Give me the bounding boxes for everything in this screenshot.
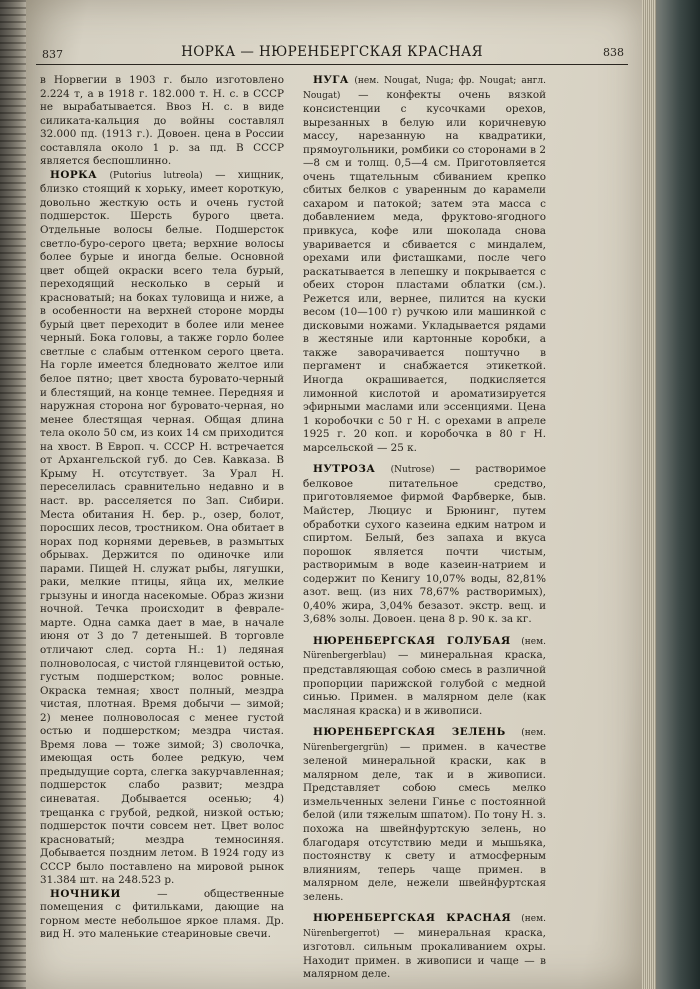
headword-nochniki: НОЧНИКИ xyxy=(50,887,121,900)
etymology-golubaya: (нем. Nürenbergerblau) xyxy=(303,636,546,662)
right-page-stack xyxy=(642,0,656,989)
headword-zelen: НЮРЕНБЕРГСКАЯ ЗЕЛЕНЬ xyxy=(313,726,506,739)
headword-golubaya: НЮРЕНБЕРГСКАЯ ГОЛУБАЯ xyxy=(313,634,511,647)
headword-nutroza: НУТРОЗА xyxy=(313,463,376,476)
body-nuga: — конфекты очень вязкой консистенции с кусочками орехов, вырезанных в белую или коричневую массу, нарезанную на квадратики, прямоугольники, ромбики со сторонами в 2—8 см и толщ. 0,5—4 см. Приготовляется очень тщательным сбиванием крепко сбитых белков с уваренным до карамели сахаром и патокой; затем эта масса с добавлением меда, фруктово-ягодного привкуса, кофе или шоколада снова уваривается и сбивается с миндалем, орехами или фисташками, после чего раскатывается в лепешку и покрывается с обеих сторон пластами облатки (см.). Режется или, вернее, пилится на куски весом (10—100 г) ручкою или машинкой с дисковыми ножами. Укладывается рядами в жестяные или картонные коробки, а также заворачивается поштучно в пергамент и снабжается этикеткой. Иногда окрашивается, подкисляется лимонной кислотой и ароматизируется эфирными маслами или эссенциями. Цена 1 коробочки с 50 г Н. с орехами в апреле 1925 г. 20 коп. и коробочка в 80 г Н. марсельской — 25 к. xyxy=(303,88,546,454)
page-number-left: 837 xyxy=(42,48,63,61)
headword-krasnaya: НЮРЕНБЕРГСКАЯ КРАСНАЯ xyxy=(313,912,512,925)
page-number-right: 838 xyxy=(603,46,624,59)
etymology-nuga: (нем. Nougat, Nuga; фр. Nougat; англ. Nougat) xyxy=(303,76,546,101)
entry-nuga xyxy=(303,74,546,455)
body-nochniki: — общественные помещения с фитильками, дающие на горном месте небольшое яркое пламя. Др. вид Н. это маленькие стеариновые свечи. xyxy=(40,887,284,941)
body-zelen: — примен. в качестве зеленой минеральной краски, как в малярном деле, так и в живописи. Представляет собою смесь мелко измельченных зелени Гинье с постоянной белой (или тяжелым шпатом). По тону Н. з. похожа на швейнфуртскую зелень, но благодаря отсутствию меди и мышьяка, постоянству к свету и атмосферным влияниям, теперь чаще примен. в малярном деле, нежели швейнфуртская зелень. xyxy=(303,740,546,903)
book-page xyxy=(26,0,642,989)
entry-nochniki xyxy=(40,888,284,942)
body-krasnaya: — минеральная краска, изготовл. сильным прокаливанием охры. Находит примен. в живописи и чаще — в малярном деле. xyxy=(303,926,546,981)
etymology-nutroza: (Nutrose) xyxy=(390,465,435,476)
right-column xyxy=(303,74,546,982)
entry-krasnaya xyxy=(303,912,546,982)
headword-norka: НОРКА xyxy=(50,168,98,181)
running-title: НОРКА — НЮРЕНБЕРГСКАЯ КРАСНАЯ xyxy=(181,44,483,60)
body-golubaya: — минеральная краска, представляющая собою смесь в различной пропорции парижской голубой с медной синью. Примен. в малярном деле (как масляная краска) и в живописи. xyxy=(303,649,546,717)
intro-paragraph: в Норвегии в 1903 г. было изготовлено 2.224 т, а в 1918 г. 182.000 т. Н. с. в СССР не вырабатывается. Ввоз Н. с. в виде силиката-кальция до войны составлял 32.000 пд. (1913 г.). Довоен. цена в России составляла около 1 р. за пд. В СССР является беспошлинно. xyxy=(40,74,284,168)
body-norka: — хищник, близко стоящий к хорьку, имеет короткую, довольно жесткую ость и очень густой подшерсток. Шерсть бурого цвета. Отдельные волосы белые. Подшерсток светло-буро-серого цвета; верхние волосы более бурые и иногда белые. Основной цвет общей окраски всего тела бурый, переходящий несколько в серый и красноватый; на боках туловища и ниже, а в особенности на верхней стороне морды бурый цвет переходит в более или менее черный. Бока головы, а также горло более светлые с слабым оттенком серого цвета. На горле имеется бледновато желтое или белое пятно; цвет хвоста буровато-черный и блестящий, на конце темнее. Передняя и наружная сторона ног буровато-черная, но менее блестящая черная. Общая длина тела около 50 см, из коих 14 см приходится на хвост. В Европ. ч. СССР Н. встречается от Архангельской губ. до Сев. Кавказа. В Крыму Н. отсутствует. За Урал Н. переселилась сравнительно недавно и в наст. вр. расселяется по Зап. Сибири. Места обитания Н. бер. р., озер, болот, поросших лесов, тростником. Она обитает в норах под корнями деревьев, в размытых обрывах. Держится по одиночке или парами. Пищей Н. служат рыбы, лягушки, раки, мелкие птицы, яйца их, мелкие грызуны и иногда насекомые. Образ жизни ночной. Течка происходит в феврале-марте. Одна самка дает в мае, в начале июня от 3 до 7 детенышей. В торговле отличают след. сорта Н.: 1) ледяная полноволосая, с чистой глянцевитой остью, густым подшерстком; волос ровные. Окраска темная; хвост полный, мездра чистая, плотная. Время добычи — зимой; 2) менее полноволосая с менее густой остью и подшерстком; мездра чистая. Время лова — тоже зимой; 3) сволочка, имеющая ость более редкую, чем предыдущие сорта, слегка закурчавленная; подшерсток слабо развит; мездра синеватая. Добывается осенью; 4) трещанка с грубой, редкой, низкой остью; подшерсток почти совсем нет. Цвет волос красноватый; мездра темносиняя. Добывается поздним летом. В 1924 году из СССР было поставлено на мировой рынок 31.384 шт. на 248.523 р. xyxy=(40,168,284,887)
body-nutroza: — растворимое белковое питательное средство, приготовляемое фирмой Фарбверке, быв. Майстер, Люциус и Брюнинг, путем обработки сухого казеина едким натром и спиртом. Белый, без запаха и вкуса порошок является почти чистым, растворимым в воде казеин-натрием и содержит по Кенигу 10,07% воды, 82,81% азот. вещ. (из них 78,67% растворимых), 0,40% жира, 3,04% безазот. экстр. вещ. и 3,68% золы. Довоен. цена 8 р. 90 к. за кг. xyxy=(303,463,547,626)
left-column xyxy=(40,74,284,942)
etymology-norka: (Putorius lutreola) xyxy=(109,170,203,181)
entry-norka xyxy=(40,169,284,888)
page-header xyxy=(36,38,628,65)
left-page-edges xyxy=(0,0,28,989)
entry-golubaya xyxy=(303,635,546,718)
headword-nuga: НУГА xyxy=(313,74,349,86)
entry-nutroza xyxy=(303,463,546,627)
etymology-zelen: (нем. Nürenbergergrün) xyxy=(303,728,546,753)
etymology-krasnaya: (нем. Nürenbergerrot) xyxy=(303,914,546,939)
entry-zelen xyxy=(303,726,546,904)
